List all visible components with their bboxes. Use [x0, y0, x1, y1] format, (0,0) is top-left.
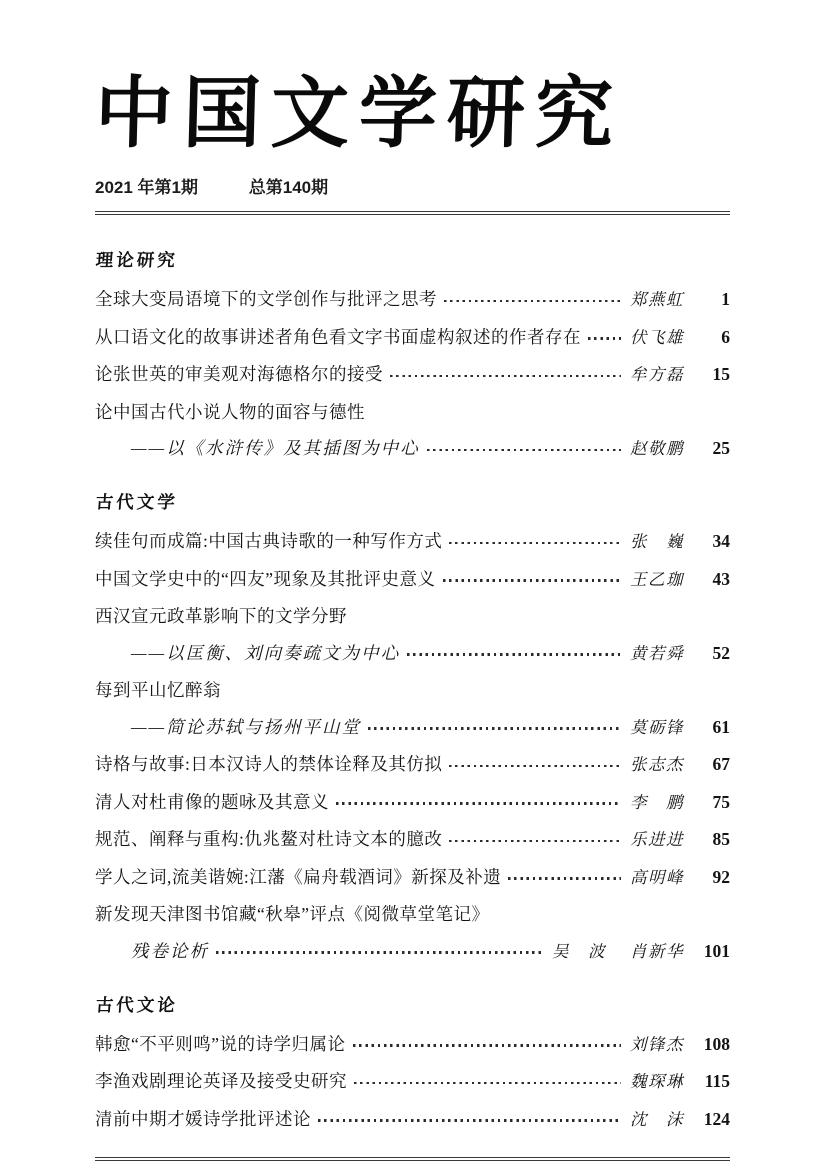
item-entry-line	[95, 363, 730, 386]
dot-leader	[508, 877, 621, 879]
toc-item	[95, 605, 730, 665]
item-entry-line	[95, 791, 730, 814]
item-pretitle: 新发现天津图书馆藏“秋皋”评点《阅微草堂笔记》	[95, 904, 490, 925]
author-name: 王乙珈	[630, 569, 684, 589]
dot-leader	[353, 1044, 621, 1046]
dot-leader	[354, 1082, 621, 1084]
toc-section	[95, 489, 730, 963]
item-authors	[630, 717, 684, 739]
item-entry-line	[95, 1070, 730, 1093]
item-authors	[630, 754, 684, 776]
author-name: 伏飞雄	[630, 327, 684, 347]
section-items	[95, 530, 730, 963]
dot-leader	[390, 375, 621, 377]
item-page: 108	[703, 1033, 730, 1054]
toc-item	[95, 326, 730, 349]
dot-leader	[443, 579, 621, 581]
item-entry-line	[95, 1033, 730, 1056]
section-heading: 理论研究	[95, 250, 179, 271]
item-page: 1	[721, 289, 730, 310]
item-authors	[630, 1071, 684, 1093]
item-page: 15	[712, 364, 730, 385]
journal-title: 中国文学研究	[93, 70, 625, 157]
item-page: 75	[712, 791, 730, 812]
item-page: 52	[712, 642, 730, 663]
dot-leader	[444, 300, 621, 302]
toc-item	[95, 866, 730, 889]
item-entry-line	[95, 753, 730, 776]
author-name: 乐进进	[630, 830, 684, 850]
item-pretitle: 每到平山忆醉翁	[95, 680, 221, 701]
author-name: 莫砺锋	[630, 717, 684, 737]
section-items	[95, 288, 730, 460]
toc-item	[95, 753, 730, 776]
toc-item	[95, 1108, 730, 1131]
toc-item	[95, 530, 730, 553]
item-authors	[552, 941, 684, 963]
section-items	[95, 1033, 730, 1131]
author-name: 赵敬鹏	[630, 439, 684, 459]
item-title: 学人之词,流美谐婉:江藩《扁舟载酒词》新探及补遗	[95, 866, 502, 887]
dot-leader	[318, 1119, 621, 1121]
item-authors	[630, 531, 684, 553]
item-entry-line	[95, 716, 730, 739]
toc-item	[95, 828, 730, 851]
item-pretitle: 论中国古代小说人物的面容与德性	[95, 401, 365, 422]
item-title: 韩愈“不平则鸣”说的诗学归属论	[95, 1033, 346, 1054]
bottom-rule	[95, 1157, 730, 1161]
item-authors	[630, 867, 684, 889]
item-pretitle: 西汉宣元政革影响下的文学分野	[95, 606, 347, 627]
toc-item	[95, 288, 730, 311]
author-name: 李 鹏	[630, 792, 684, 812]
toc-item	[95, 568, 730, 591]
item-page: 124	[703, 1108, 730, 1129]
item-title: 论张世英的审美观对海德格尔的接受	[95, 364, 383, 385]
item-page: 101	[703, 940, 730, 961]
author-name: 肖新华	[630, 941, 684, 961]
dot-leader	[449, 840, 621, 842]
toc-item	[95, 1070, 730, 1093]
item-title: 规范、阐释与重构:仇兆鳌对杜诗文本的臆改	[95, 829, 443, 850]
dot-leader	[449, 542, 621, 544]
item-authors	[630, 289, 684, 311]
item-authors	[630, 1034, 684, 1056]
volume-label: 总第140期	[248, 178, 329, 198]
item-entry-line	[95, 326, 730, 349]
dot-leader	[449, 765, 621, 767]
item-page: 6	[721, 326, 730, 347]
author-name: 张 巍	[630, 532, 684, 552]
item-entry-line	[95, 1108, 730, 1131]
item-title: 中国文学史中的“四友”现象及其批评史意义	[95, 568, 436, 589]
item-entry-line	[95, 828, 730, 851]
item-authors	[630, 327, 684, 349]
item-authors	[630, 643, 684, 665]
item-entry-line	[95, 866, 730, 889]
dot-leader	[368, 727, 621, 729]
item-entry-line	[95, 530, 730, 553]
item-page: 85	[712, 829, 730, 850]
item-title: ——简论苏轼与扬州平山堂	[131, 716, 362, 737]
dot-leader	[427, 449, 621, 451]
item-entry-line	[95, 288, 730, 311]
issue-label: 2021 年第1期	[95, 178, 198, 198]
item-title: 清前中期才媛诗学批评述论	[95, 1108, 311, 1129]
author-name: 魏琛琳	[630, 1072, 684, 1092]
toc-sections	[95, 247, 730, 1131]
toc-item	[95, 791, 730, 814]
item-authors	[630, 438, 684, 460]
item-entry-line	[95, 940, 730, 963]
item-title: ——以匡衡、刘向奏疏文为中心	[131, 642, 401, 663]
dot-leader	[588, 337, 621, 339]
item-authors	[630, 1109, 684, 1131]
section-heading: 古代文学	[95, 492, 179, 513]
item-page: 34	[712, 531, 730, 552]
item-title: 全球大变局语境下的文学创作与批评之思考	[95, 289, 437, 310]
author-name: 黄若舜	[630, 643, 684, 663]
item-page: 115	[704, 1071, 730, 1092]
section-heading: 古代文论	[95, 994, 179, 1015]
toc-item	[95, 679, 730, 739]
toc-item	[95, 1033, 730, 1056]
toc-item	[95, 903, 730, 963]
item-title: 诗格与故事:日本汉诗人的禁体诠释及其仿拟	[95, 754, 443, 775]
issue-line	[95, 173, 730, 198]
author-name: 吴 波	[552, 941, 606, 961]
item-title: ——以《水浒传》及其插图为中心	[131, 438, 420, 459]
toc-item	[95, 401, 730, 461]
item-entry-line	[95, 437, 730, 460]
item-authors	[630, 364, 684, 386]
author-name: 高明峰	[630, 867, 684, 887]
dot-leader	[407, 653, 621, 655]
item-authors	[630, 829, 684, 851]
item-entry-line	[95, 642, 730, 665]
toc-item	[95, 363, 730, 386]
item-title: 清人对杜甫像的题咏及其意义	[95, 791, 329, 812]
toc-section	[95, 992, 730, 1131]
item-entry-line	[95, 568, 730, 591]
item-page: 43	[712, 568, 730, 589]
dot-leader	[216, 951, 543, 953]
dot-leader	[336, 802, 621, 804]
toc-section	[95, 247, 730, 460]
item-page: 92	[712, 866, 730, 887]
author-name: 张志杰	[630, 755, 684, 775]
top-rule	[95, 211, 730, 215]
item-title: 残卷论析	[131, 940, 209, 961]
item-authors	[630, 792, 684, 814]
item-authors	[630, 569, 684, 591]
item-page: 25	[712, 438, 730, 459]
item-title: 李渔戏剧理论英译及接受史研究	[95, 1071, 347, 1092]
item-page: 67	[712, 754, 730, 775]
author-name: 沈 沫	[630, 1109, 684, 1129]
author-name: 郑燕虹	[630, 290, 684, 310]
item-page: 61	[712, 716, 730, 737]
author-name: 刘锋杰	[630, 1034, 684, 1054]
author-name: 牟方磊	[630, 365, 684, 385]
item-title: 续佳句而成篇:中国古典诗歌的一种写作方式	[95, 531, 443, 552]
item-title: 从口语文化的故事讲述者角色看文字书面虚构叙述的作者存在	[95, 326, 581, 347]
